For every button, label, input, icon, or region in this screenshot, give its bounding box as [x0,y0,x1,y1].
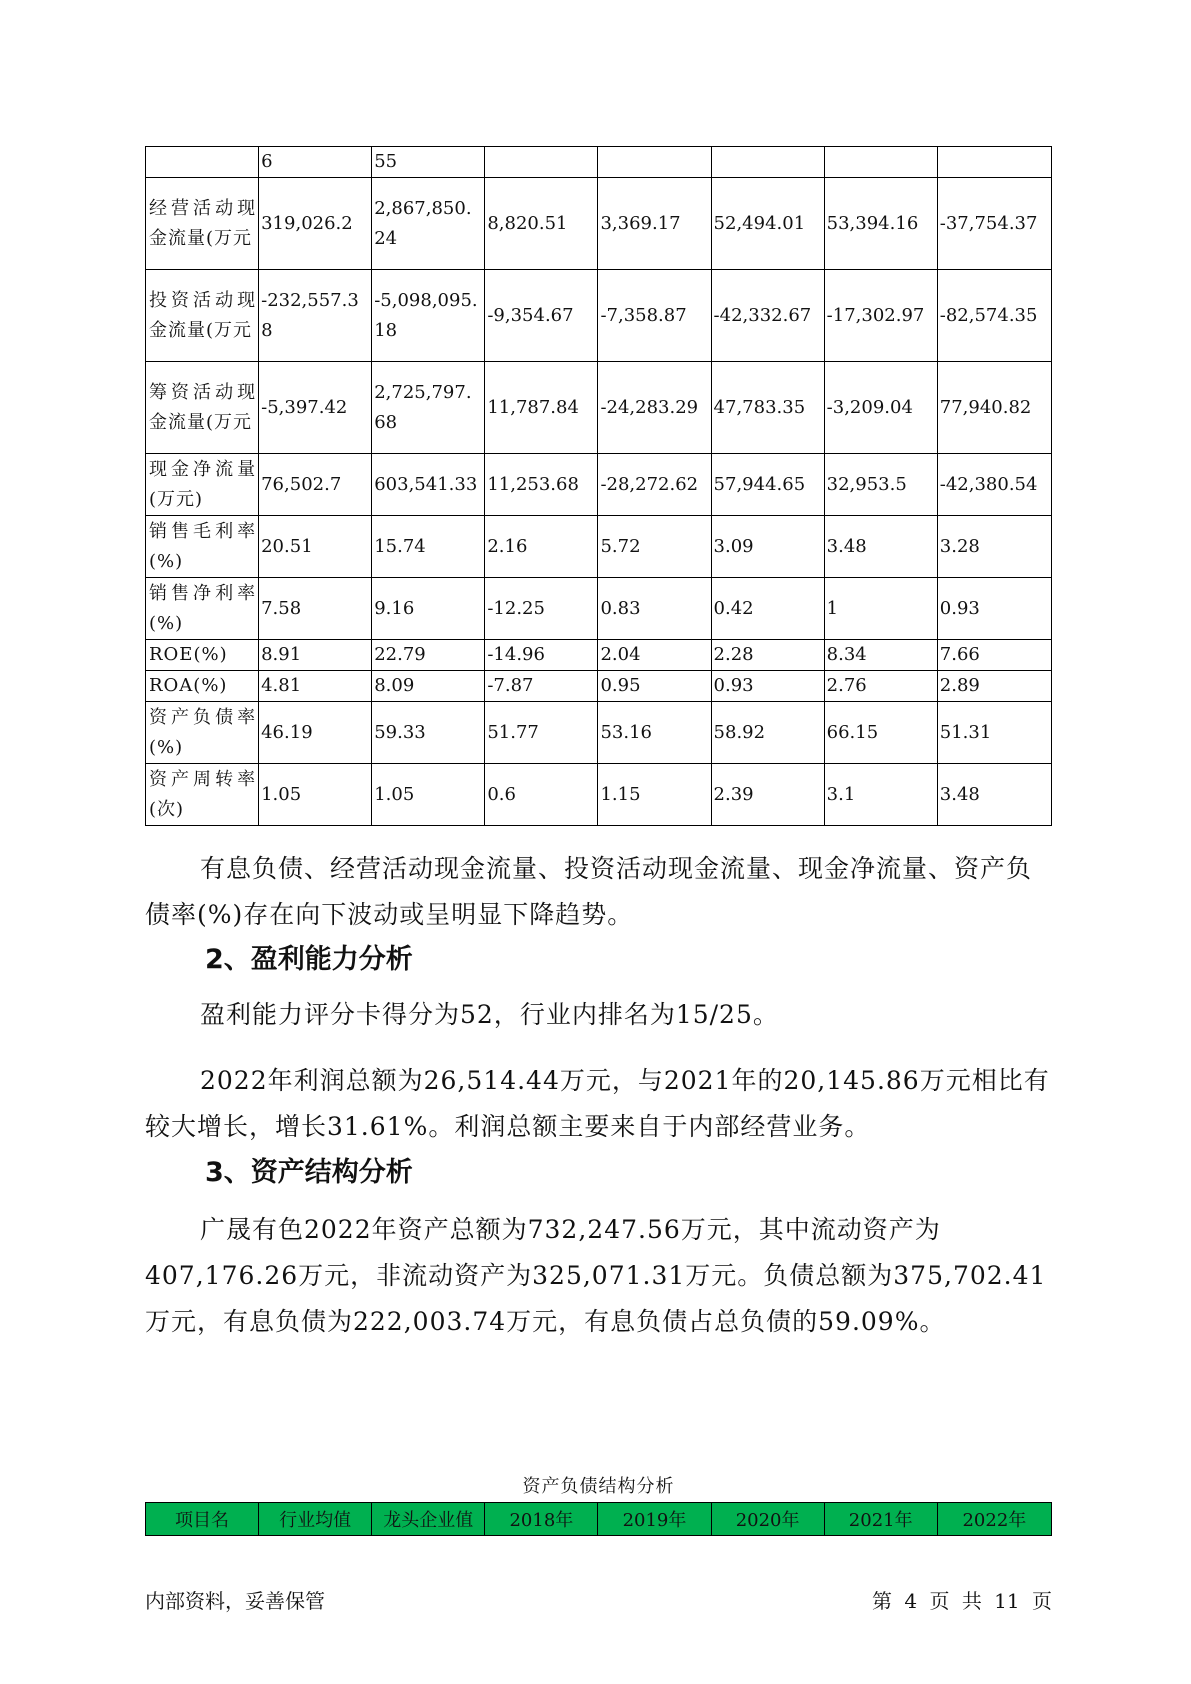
table-cell: 51.31 [937,702,1051,764]
table-cell: 58.92 [711,702,824,764]
table-cell: 8.09 [372,671,485,702]
table-cell: 52,494.01 [711,178,824,270]
table-cell: 2.16 [485,516,598,578]
table-cell: 3.48 [824,516,937,578]
table-row [146,764,1052,826]
table-cell [824,147,937,178]
table-cell: 4.81 [259,671,372,702]
table-cell: -42,332.67 [711,270,824,362]
table-cell: -3,209.04 [824,362,937,454]
table-cell: -5,098,095.18 [372,270,485,362]
table-cell: 1.05 [259,764,372,826]
table-cell: 77,940.82 [937,362,1051,454]
table-row [146,454,1052,516]
table-cell: 2.04 [598,640,711,671]
table-cell: 7.58 [259,578,372,640]
table-header-row [146,1503,1052,1536]
row-label: 销售毛利率(%) [146,516,259,578]
table-cell: 8,820.51 [485,178,598,270]
table-cell: 1.15 [598,764,711,826]
table-cell: 59.33 [372,702,485,764]
row-label: 筹资活动现金流量(万元 [146,362,259,454]
table-cell: -82,574.35 [937,270,1051,362]
table-cell: 3.1 [824,764,937,826]
table-cell: 53,394.16 [824,178,937,270]
table-cell: -37,754.37 [937,178,1051,270]
table-cell: -28,272.62 [598,454,711,516]
table-cell: 3.48 [937,764,1051,826]
row-label: ROA(%) [146,671,259,702]
table-cell: 15.74 [372,516,485,578]
table-cell: 51.77 [485,702,598,764]
table-cell: 2.76 [824,671,937,702]
table-cell: 3.09 [711,516,824,578]
asset-liability-structure-table [145,1502,1052,1536]
table-cell: 76,502.7 [259,454,372,516]
row-label: 资产周转率(次) [146,764,259,826]
header-cell: 项目名 [146,1503,259,1536]
table-cell: 66.15 [824,702,937,764]
table-cell: 46.19 [259,702,372,764]
table-cell: 57,944.65 [711,454,824,516]
table-cell: 47,783.35 [711,362,824,454]
table-cell: 1.05 [372,764,485,826]
table-cell: -7.87 [485,671,598,702]
table-cell: 11,253.68 [485,454,598,516]
table-cell: 22.79 [372,640,485,671]
table-row [146,671,1052,702]
row-label: ROE(%) [146,640,259,671]
row-label: 投资活动现金流量(万元 [146,270,259,362]
table-row [146,270,1052,362]
table-row [146,578,1052,640]
table-cell: 2,867,850.24 [372,178,485,270]
table-row [146,147,1052,178]
row-label: 销售净利率(%) [146,578,259,640]
table-row [146,178,1052,270]
table-cell: -12.25 [485,578,598,640]
table-cell: 0.93 [937,578,1051,640]
table-cell: -24,283.29 [598,362,711,454]
table-cell: 2.28 [711,640,824,671]
header-cell: 2019年 [598,1503,711,1536]
table-cell: 9.16 [372,578,485,640]
table-cell: 20.51 [259,516,372,578]
table-cell: 0.83 [598,578,711,640]
row-label [146,147,259,178]
table-cell: 8.34 [824,640,937,671]
table-cell: 2.39 [711,764,824,826]
table-cell: -42,380.54 [937,454,1051,516]
trend-summary-paragraph: 有息负债、经营活动现金流量、投资活动现金流量、现金净流量、资产负债率(%)存在向下波动或呈明显下降趋势。 [145,854,1033,929]
header-cell: 2021年 [824,1503,937,1536]
table-cell: 0.95 [598,671,711,702]
table-cell: -232,557.38 [259,270,372,362]
table-cell: -7,358.87 [598,270,711,362]
row-label: 现金净流量(万元) [146,454,259,516]
table-cell: 1 [824,578,937,640]
header-cell: 2022年 [937,1503,1051,1536]
section-heading-profitability: 2、盈利能力分析 [205,944,413,975]
table-cell: 2,725,797.68 [372,362,485,454]
table-cell: 0.93 [711,671,824,702]
table-cell: 5.72 [598,516,711,578]
table-cell: 0.42 [711,578,824,640]
table-cell: 53.16 [598,702,711,764]
table-cell: 3.28 [937,516,1051,578]
table-cell: 603,541.33 [372,454,485,516]
table-cell: -14.96 [485,640,598,671]
asset-structure-paragraph: 广晟有色2022年资产总额为732,247.56万元，其中流动资产为407,176.26万元，非流动资产为325,071.31万元。负债总额为375,702.41万元，有息负债为222,003.74万元，有息负债占总负债的59.09%。 [145,1215,1047,1336]
table-cell: 6 [259,147,372,178]
table-cell: 0.6 [485,764,598,826]
table-cell: -5,397.42 [259,362,372,454]
profit-total-paragraph: 2022年利润总额为26,514.44万元，与2021年的20,145.86万元相比有较大增长，增长31.61%。利润总额主要来自于内部经营业务。 [145,1066,1050,1141]
table-cell: 319,026.2 [259,178,372,270]
table-cell: 2.89 [937,671,1051,702]
table-cell [485,147,598,178]
table-cell: -9,354.67 [485,270,598,362]
financial-indicator-table [145,146,1052,826]
profitability-score-paragraph: 盈利能力评分卡得分为52，行业内排名为15/25。 [200,1000,779,1029]
table-cell: 32,953.5 [824,454,937,516]
footer-page-number: 第 4 页 共 11 页 [872,1589,1052,1613]
table-row [146,702,1052,764]
table-cell [711,147,824,178]
footer-confidential-note: 内部资料，妥善保管 [145,1589,325,1613]
row-label: 经营活动现金流量(万元 [146,178,259,270]
table-caption: 资产负债结构分析 [522,1476,675,1497]
table-cell: 11,787.84 [485,362,598,454]
table-cell [937,147,1051,178]
section-heading-asset-structure: 3、资产结构分析 [205,1157,413,1188]
header-cell: 龙头企业值 [372,1503,485,1536]
table-cell: 7.66 [937,640,1051,671]
table-cell [598,147,711,178]
header-cell: 2018年 [485,1503,598,1536]
row-label: 资产负债率(%) [146,702,259,764]
header-cell: 行业均值 [259,1503,372,1536]
table-row [146,516,1052,578]
table-cell: 3,369.17 [598,178,711,270]
header-cell: 2020年 [711,1503,824,1536]
table-row [146,640,1052,671]
table-cell: 8.91 [259,640,372,671]
table-cell: 55 [372,147,485,178]
table-row [146,362,1052,454]
table-cell: -17,302.97 [824,270,937,362]
